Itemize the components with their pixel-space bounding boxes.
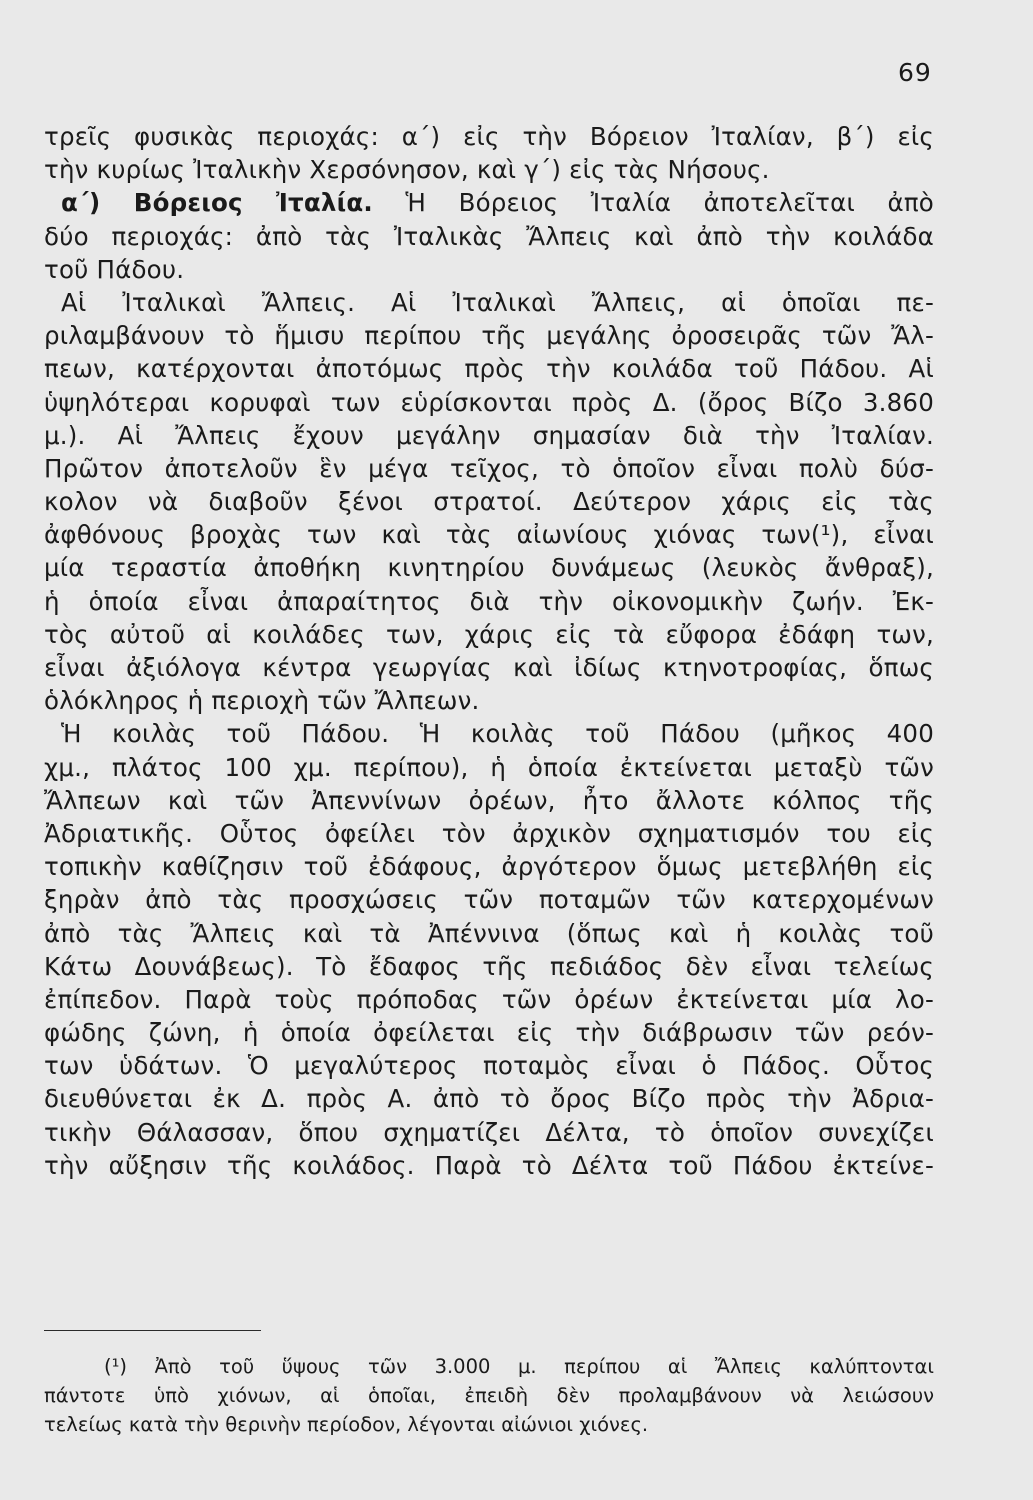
text-line: Ἄλπεων καὶ τῶν Ἀπεννίνων ὀρέων, ἦτο ἄλλοτε κόλπος τῆς: [44, 785, 934, 815]
text-line: των ὑδάτων. Ὁ μεγαλύτερος ποταμὸς εἶναι ὁ Πάδος. Οὗτος: [44, 1051, 934, 1081]
text-line: Ἡ κοιλὰς τοῦ Πάδου. Ἡ κοιλὰς τοῦ Πάδου (μῆκος 400: [61, 719, 934, 749]
text-line: ἐπίπεδον. Παρὰ τοὺς πρόποδας τῶν ὀρέων ἐκτείνεται μία λο-: [44, 984, 934, 1014]
footnote-line: τελείως κατὰ τὴν θερινὴν περίοδον, λέγονται αἰώνιοι χιόνες.: [44, 1413, 649, 1436]
text-line-rest: Ἡ Βόρειος Ἰταλία ἀποτελεῖται ἀπὸ: [405, 188, 934, 218]
text-line: [44, 186, 934, 219]
text-line: τὴν κυρίως Ἰταλικὴν Χερσόνησον, καὶ γ΄) εἰς τὰς Νήσους.: [44, 155, 770, 185]
text-line: ἀπὸ τὰς Ἄλπεις καὶ τὰ Ἀπέννινα (ὅπως καὶ ἡ κοιλὰς τοῦ: [44, 918, 934, 948]
section-heading: α΄) Βόρειος Ἰταλία.: [61, 188, 373, 218]
text-line: τικὴν Θάλασσαν, ὅπου σχηματίζει Δέλτα, τὸ ὁποῖον συνεχίζει: [44, 1117, 934, 1147]
footnote-line: (¹) Ἀπὸ τοῦ ὕψους τῶν 3.000 μ. περίπου αἱ Ἄλπεις καλύπτονται: [104, 1355, 934, 1378]
footnote-divider: [44, 1330, 261, 1331]
text-line: μία τεραστία ἀποθήκη κινητηρίου δυνάμεως (λευκὸς ἄνθραξ),: [44, 553, 934, 583]
page-number: 69: [898, 58, 932, 87]
text-line: φώδης ζώνη, ἡ ὁποία ὀφείλεται εἰς τὴν διάβρωσιν τῶν ρεόν-: [44, 1018, 934, 1048]
text-line: ἡ ὁποία εἶναι ἀπαραίτητος διὰ τὴν οἰκονομικὴν ζωήν. Ἐκ-: [44, 586, 934, 616]
text-line: τοῦ Πάδου.: [44, 254, 185, 284]
text-line: Αἱ Ἰταλικαὶ Ἄλπεις. Αἱ Ἰταλικαὶ Ἄλπεις, αἱ ὁποῖαι πε-: [61, 287, 934, 317]
text-line: ἀφθόνους βροχὰς των καὶ τὰς αἰωνίους χιόνας των(¹), εἶναι: [44, 520, 934, 550]
text-line: τὴν αὔξησιν τῆς κοιλάδος. Παρὰ τὸ Δέλτα τοῦ Πάδου ἐκτείνε-: [44, 1150, 934, 1180]
footnote: [44, 1352, 934, 1439]
text-line: ὑψηλότεραι κορυφαὶ των εὑρίσκονται πρὸς Δ. (ὄρος Βίζο 3.860: [44, 387, 934, 417]
text-line: τοπικὴν καθίζησιν τοῦ ἐδάφους, ἀργότερον ὅμως μετεβλήθη εἰς: [44, 852, 934, 882]
text-line: ριλαμβάνουν τὸ ἥμισυ περίπου τῆς μεγάλης ὀροσειρᾶς τῶν Ἄλ-: [44, 321, 934, 351]
text-line: Πρῶτον ἀποτελοῦν ἓν μέγα τεῖχος, τὸ ὁποῖον εἶναι πολὺ δύσ-: [44, 453, 934, 483]
text-line: εἶναι ἀξιόλογα κέντρα γεωργίας καὶ ἰδίως κτηνοτροφίας, ὅπως: [44, 653, 934, 682]
footnote-line: πάντοτε ὑπὸ χιόνων, αἱ ὁποῖαι, ἐπειδὴ δὲν προλαμβάνουν νὰ λειώσουν: [44, 1384, 934, 1407]
text-line: Ἀδριατικῆς. Οὗτος ὀφείλει τὸν ἀρχικὸν σχηματισμόν του εἰς: [44, 818, 934, 848]
text-line: ὁλόκληρος ἡ περιοχὴ τῶν Ἄλπεων.: [44, 686, 480, 716]
text-line: χμ., πλάτος 100 χμ. περίπου), ἡ ὁποία ἐκτείνεται μεταξὺ τῶν: [44, 752, 934, 782]
body-text: [44, 120, 934, 1182]
text-line: Κάτω Δουνάβεως). Τὸ ἔδαφος τῆς πεδιάδος δὲν εἶναι τελείως: [44, 951, 934, 981]
text-line: μ.). Αἱ Ἄλπεις ἔχουν μεγάλην σημασίαν διὰ τὴν Ἰταλίαν.: [44, 420, 934, 450]
text-line: κολον νὰ διαβοῦν ξένοι στρατοί. Δεύτερον χάρις εἰς τὰς: [44, 487, 934, 517]
text-line: ξηρὰν ἀπὸ τὰς προσχώσεις τῶν ποταμῶν τῶν κατερχομένων: [44, 885, 934, 915]
text-line: διευθύνεται ἐκ Δ. πρὸς Α. ἀπὸ τὸ ὄρος Βίζο πρὸς τὴν Ἀδρια-: [44, 1084, 934, 1114]
text-line: τὸς αὐτοῦ αἱ κοιλάδες των, χάρις εἰς τὰ εὔφορα ἐδάφη των,: [44, 619, 934, 649]
text-line: δύο περιοχάς: ἀπὸ τὰς Ἰταλικὰς Ἄλπεις καὶ ἀπὸ τὴν κοιλάδα: [44, 221, 934, 251]
text-line: τρεῖς φυσικὰς περιοχάς: α΄) εἰς τὴν Βόρειον Ἰταλίαν, β΄) εἰς: [44, 122, 934, 151]
text-line: πεων, κατέρχονται ἀποτόμως πρὸς τὴν κοιλάδα τοῦ Πάδου. Αἱ: [44, 354, 934, 384]
